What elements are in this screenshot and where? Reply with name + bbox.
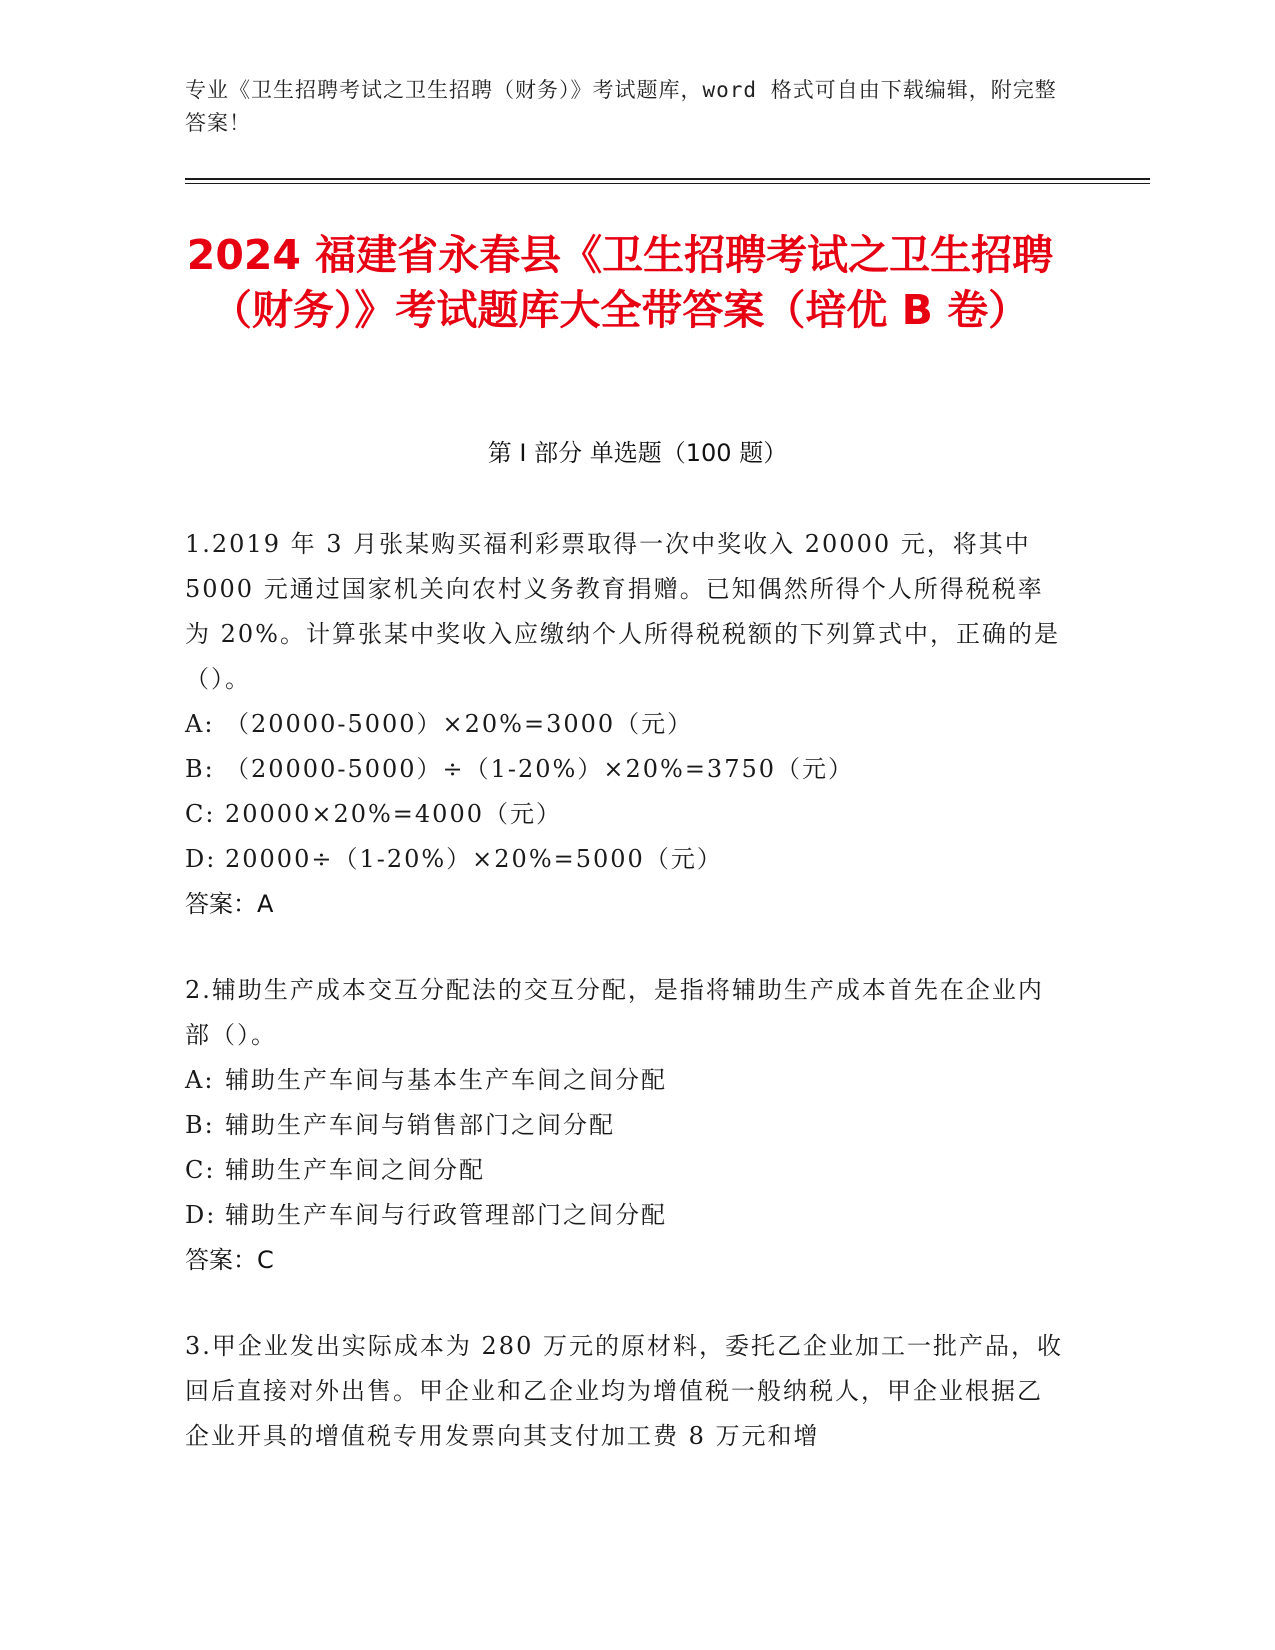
option-a <box>185 1058 1065 1103</box>
question-list <box>185 522 1065 1500</box>
question-1 <box>185 522 1065 927</box>
option-text: 辅助生产车间之间分配 <box>225 1156 485 1184</box>
question-stem: 1.2019 年 3 月张某购买福利彩票取得一次中奖收入 20000 元，将其中 5000 元通过国家机关向农村义务教育捐赠。已知偶然所得个人所得税税率为 20%。计算张某中奖收入应缴纳个人所得税税额的下列算式中，正确的是（）。 <box>185 530 1060 693</box>
option-text: 辅助生产车间与行政管理部门之间分配 <box>225 1201 667 1229</box>
header-divider-thick <box>185 178 1150 180</box>
question-stem: 2.辅助生产成本交互分配法的交互分配，是指将辅助生产成本首先在企业内部（）。 <box>185 976 1044 1049</box>
option-text: 辅助生产车间与基本生产车间之间分配 <box>225 1066 667 1094</box>
option-label: A: <box>185 710 215 738</box>
answer-line: 答案：A <box>185 890 274 918</box>
option-text: 20000×20%=4000（元） <box>225 800 562 828</box>
answer-line: 答案：C <box>185 1246 274 1274</box>
question-3 <box>185 1324 1065 1459</box>
option-label: B: <box>185 1111 215 1139</box>
option-label: B: <box>185 755 215 783</box>
option-label: C: <box>185 1156 216 1184</box>
document-title: 2024 福建省永春县《卫生招聘考试之卫生招聘（财务）》考试题库大全带答案（培优 B 卷） <box>186 231 1054 334</box>
option-c <box>185 1148 1065 1193</box>
option-b <box>185 1103 1065 1148</box>
question-2 <box>185 968 1065 1283</box>
option-d <box>185 1193 1065 1238</box>
option-text: 20000÷（1-20%）×20%=5000（元） <box>225 845 723 873</box>
option-text: （20000-5000）×20%=3000（元） <box>225 710 694 738</box>
option-label: C: <box>185 800 216 828</box>
header-divider-thin <box>185 183 1150 184</box>
option-c <box>185 792 1065 837</box>
question-stem: 3.甲企业发出实际成本为 280 万元的原材料，委托乙企业加工一批产品，收回后直接对外出售。甲企业和乙企业均为增值税一般纳税人，甲企业根据乙企业开具的增值税专用发票向其支付加工费 8 万元和增 <box>185 1332 1063 1450</box>
option-b <box>185 747 1065 792</box>
option-label: D: <box>185 1201 217 1229</box>
section-title: 第 I 部分 单选题（100 题） <box>487 439 788 467</box>
option-label: D: <box>185 845 217 873</box>
option-d <box>185 837 1065 882</box>
option-text: （20000-5000）÷（1-20%）×20%=3750（元） <box>225 755 855 783</box>
option-a <box>185 702 1065 747</box>
option-text: 辅助生产车间与销售部门之间分配 <box>225 1111 615 1139</box>
option-label: A: <box>185 1066 215 1094</box>
header-note: 专业《卫生招聘考试之卫生招聘（财务）》考试题库，word 格式可自由下载编辑，附完整答案！ <box>185 78 1057 135</box>
